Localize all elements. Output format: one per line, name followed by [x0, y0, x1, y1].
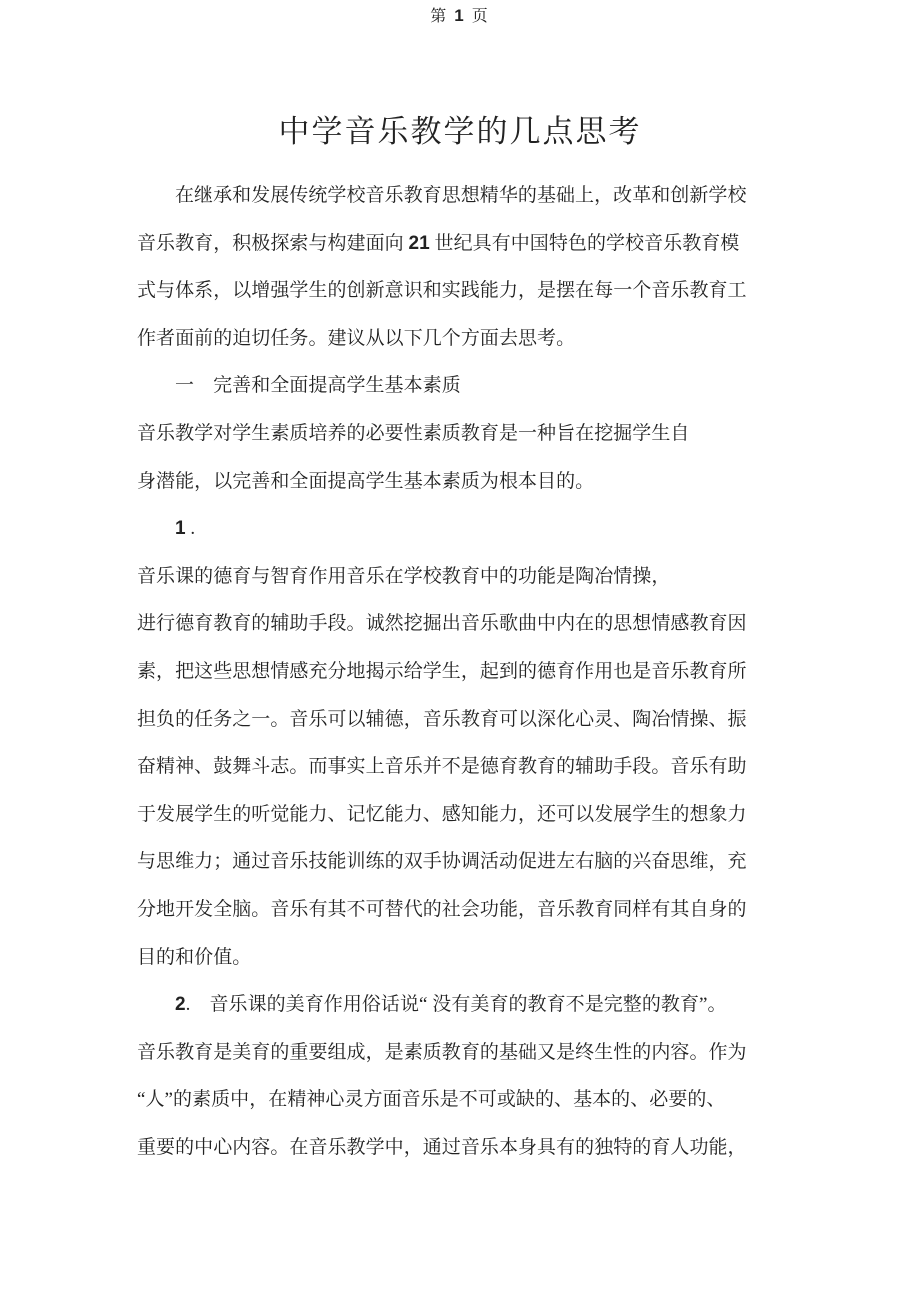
- text-line: 2. 音乐课的美育作用俗话说“ 没有美育的教育不是完整的教育”。: [175, 994, 727, 1016]
- text-line: “人”的素质中，在精神心灵方面音乐是不可或缺的、基本的、必要的、: [137, 1089, 726, 1111]
- text-line: 一 完善和全面提高学生基本素质: [175, 375, 461, 397]
- text-line: 音乐教育是美育的重要组成，是素质教育的基础又是终生性的内容。作为: [137, 1041, 747, 1063]
- numeral: 1: [175, 518, 186, 540]
- text-line: 音乐教育，积极探索与构建面向 21 世纪具有中国特色的学校音乐教育模: [137, 232, 740, 254]
- text-line: 重要的中心内容。在音乐教学中，通过音乐本身具有的独特的育人功能，: [137, 1136, 747, 1158]
- text-line: 音乐教学对学生素质培养的必要性素质教育是一种旨在挖掘学生自: [137, 422, 690, 444]
- text-line: 担负的任务之一。音乐可以辅德，音乐教育可以深化心灵、陶冶情操、振: [137, 708, 747, 730]
- text-line: 于发展学生的听觉能力、记忆能力、感知能力，还可以发展学生的想象力: [137, 803, 747, 825]
- text-line: 在继承和发展传统学校音乐教育思想精华的基础上，改革和创新学校: [175, 185, 747, 206]
- text-line: 作者面前的迫切任务。建议从以下几个方面去思考。: [137, 327, 576, 349]
- text-line: 式与体系，以增强学生的创新意识和实践能力，是摆在每一个音乐教育工: [137, 280, 747, 302]
- text-line: 素，把这些思想情感充分地揭示给学生，起到的德育作用也是音乐教育所: [137, 660, 747, 682]
- numeral: 2: [175, 994, 186, 1016]
- text-line: 身潜能，以完善和全面提高学生基本素质为根本目的。: [137, 470, 595, 492]
- numeral: 21: [408, 232, 430, 254]
- numeral: 1: [454, 6, 466, 25]
- text-line: 分地开发全脑。音乐有其不可替代的社会功能，音乐教育同样有其自身的: [137, 898, 747, 920]
- text-line: 目的和价值。: [137, 946, 252, 968]
- text-line: 1 .: [175, 518, 196, 540]
- text-line: 进行德育教育的辅助手段。诚然挖掘出音乐歌曲中内在的思想情感教育因: [137, 613, 747, 635]
- page-number: 第 1 页: [430, 6, 490, 25]
- document-body: [137, 172, 777, 1171]
- text-line: 与思维力；通过音乐技能训练的双手协调活动促进左右脑的兴奋思维，充: [137, 851, 747, 873]
- text-line: 奋精神、鼓舞斗志。而事实上音乐并不是德育教育的辅助手段。音乐有助: [137, 756, 747, 778]
- text-line: 音乐课的德育与智育作用音乐在学校教育中的功能是陶冶情操，: [137, 565, 671, 587]
- page-title: 中学音乐教学的几点思考: [278, 114, 642, 149]
